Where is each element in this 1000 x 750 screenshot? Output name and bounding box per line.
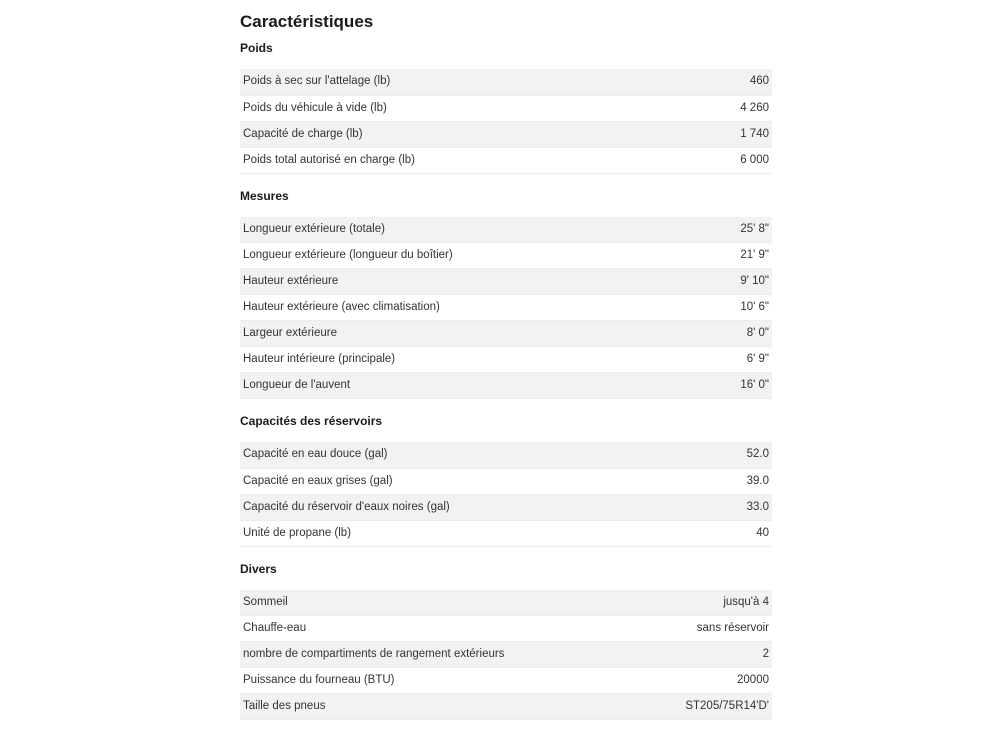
spec-label: nombre de compartiments de rangement extérieurs <box>240 642 638 668</box>
page-title: Caractéristiques <box>240 12 374 31</box>
spec-label: Hauteur extérieure <box>240 269 698 295</box>
spec-table <box>240 217 772 400</box>
table-row <box>240 520 772 546</box>
spec-label: Puissance du fourneau (BTU) <box>240 668 638 694</box>
spec-value: ST205/75R14'D' <box>638 694 772 720</box>
spec-label: Poids du véhicule à vide (lb) <box>240 95 685 121</box>
spec-value: 9' 10" <box>698 269 772 295</box>
section-capacites-reservoirs <box>240 409 772 547</box>
spec-label: Poids à sec sur l'attelage (lb) <box>240 69 685 95</box>
table-row <box>240 147 772 173</box>
spec-label: Capacité en eau douce (gal) <box>240 442 709 468</box>
spec-table <box>240 442 772 547</box>
spec-value: 25' 8" <box>698 217 772 243</box>
spec-table <box>240 69 772 174</box>
spec-value: 460 <box>685 69 772 95</box>
table-row <box>240 668 772 694</box>
table-row <box>240 373 772 399</box>
table-row <box>240 468 772 494</box>
spec-value: 6 000 <box>685 147 772 173</box>
table-row <box>240 694 772 720</box>
spec-value: 2 <box>638 642 772 668</box>
spec-value: 4 260 <box>685 95 772 121</box>
section-title: Mesures <box>240 188 289 203</box>
spec-label: Unité de propane (lb) <box>240 520 709 546</box>
spec-label: Hauteur extérieure (avec climatisation) <box>240 295 698 321</box>
section-title: Capacités des réservoirs <box>240 414 383 428</box>
table-row <box>240 217 772 243</box>
table-row <box>240 69 772 95</box>
section-mesures <box>240 184 772 400</box>
spec-label: Capacité du réservoir d'eaux noires (gal) <box>240 494 709 520</box>
spec-label: Capacité de charge (lb) <box>240 121 685 147</box>
spec-value: 6' 9" <box>698 347 772 373</box>
specifications-panel <box>240 8 772 730</box>
table-row <box>240 347 772 373</box>
table-row <box>240 442 772 468</box>
spec-value: 20000 <box>638 668 772 694</box>
spec-label: Capacité en eaux grises (gal) <box>240 468 709 494</box>
spec-label: Poids total autorisé en charge (lb) <box>240 147 685 173</box>
spec-label: Sommeil <box>240 590 638 616</box>
spec-label: Largeur extérieure <box>240 321 698 347</box>
section-title: Divers <box>240 561 277 576</box>
spec-value: 40 <box>709 520 772 546</box>
spec-value: 10' 6" <box>698 295 772 321</box>
spec-table <box>240 590 772 721</box>
section-poids <box>240 36 772 174</box>
table-row <box>240 494 772 520</box>
table-row <box>240 295 772 321</box>
table-row <box>240 590 772 616</box>
spec-value: 16' 0" <box>698 373 772 399</box>
table-row <box>240 616 772 642</box>
spec-value: 52.0 <box>709 442 772 468</box>
spec-value: 33.0 <box>709 494 772 520</box>
spec-value: 39.0 <box>709 468 772 494</box>
table-row <box>240 642 772 668</box>
spec-label: Longueur extérieure (longueur du boîtier) <box>240 243 698 269</box>
section-title: Poids <box>240 41 273 55</box>
table-row <box>240 95 772 121</box>
spec-value: jusqu'à 4 <box>638 590 772 616</box>
spec-label: Longueur de l'auvent <box>240 373 698 399</box>
spec-value: sans réservoir <box>638 616 772 642</box>
spec-label: Longueur extérieure (totale) <box>240 217 698 243</box>
spec-label: Hauteur intérieure (principale) <box>240 347 698 373</box>
spec-value: 21' 9" <box>698 243 772 269</box>
table-row <box>240 269 772 295</box>
table-row <box>240 243 772 269</box>
table-row <box>240 321 772 347</box>
spec-value: 1 740 <box>685 121 772 147</box>
table-row <box>240 121 772 147</box>
spec-value: 8' 0" <box>698 321 772 347</box>
section-divers <box>240 557 772 721</box>
spec-label: Chauffe-eau <box>240 616 638 642</box>
spec-label: Taille des pneus <box>240 694 638 720</box>
